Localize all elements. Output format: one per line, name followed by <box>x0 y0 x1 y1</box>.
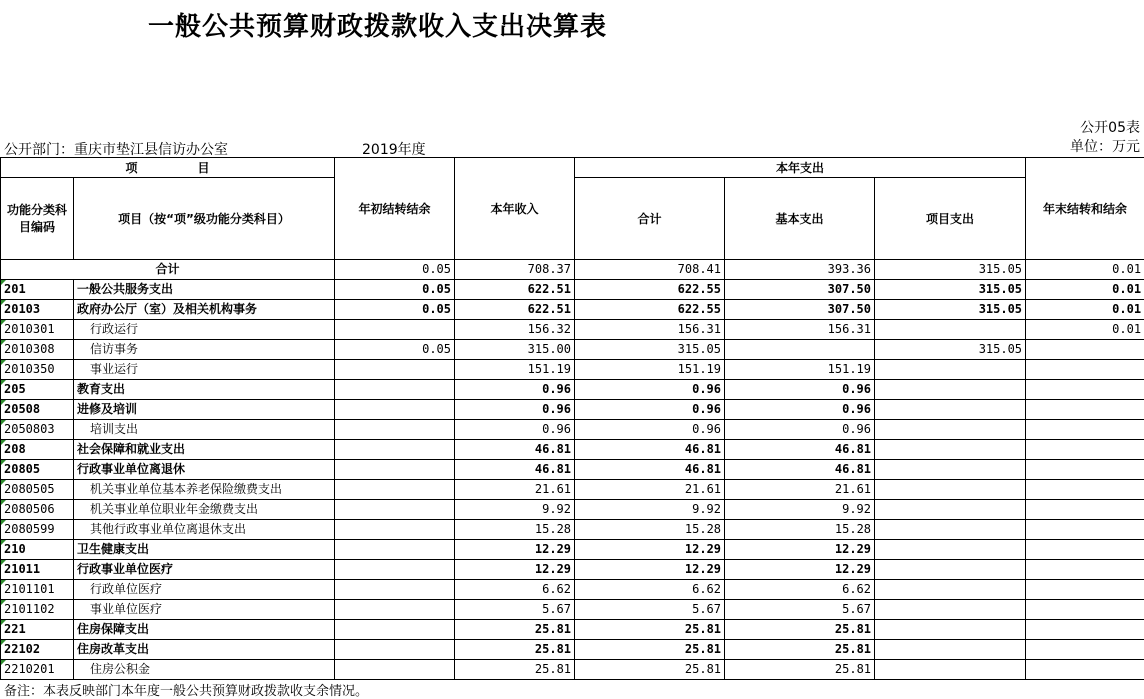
row-code: 2080599 <box>1 520 74 540</box>
row-end-balance <box>1026 520 1144 540</box>
row-end-balance <box>1026 460 1144 480</box>
row-begin-balance <box>335 440 455 460</box>
table-row <box>1 340 1144 360</box>
row-name: 社会保障和就业支出 <box>74 440 335 460</box>
table-row <box>1 640 1144 660</box>
row-expense: 622.55 <box>575 300 725 320</box>
row-code: 22102 <box>1 640 74 660</box>
row-basic: 6.62 <box>725 580 875 600</box>
row-project <box>875 520 1026 540</box>
row-basic: 156.31 <box>725 320 875 340</box>
row-expense: 151.19 <box>575 360 725 380</box>
row-income: 15.28 <box>455 520 575 540</box>
row-name: 事业运行 <box>74 360 335 380</box>
row-code: 20103 <box>1 300 74 320</box>
row-name: 政府办公厅（室）及相关机构事务 <box>74 300 335 320</box>
row-end-balance: 0.01 <box>1026 300 1144 320</box>
row-income: 46.81 <box>455 460 575 480</box>
row-name: 一般公共服务支出 <box>74 280 335 300</box>
row-code: 20508 <box>1 400 74 420</box>
row-income: 0.96 <box>455 420 575 440</box>
row-begin-balance: 0.05 <box>335 280 455 300</box>
row-expense: 0.96 <box>575 380 725 400</box>
row-name: 住房保障支出 <box>74 620 335 640</box>
row-end-balance <box>1026 560 1144 580</box>
header-expense-group: 本年支出 <box>575 158 1026 178</box>
row-expense: 21.61 <box>575 480 725 500</box>
row-end-balance <box>1026 660 1144 680</box>
row-name: 住房公积金 <box>74 660 335 680</box>
row-name: 住房改革支出 <box>74 640 335 660</box>
row-basic: 25.81 <box>725 620 875 640</box>
row-basic: 25.81 <box>725 640 875 660</box>
row-basic <box>725 340 875 360</box>
row-basic: 12.29 <box>725 540 875 560</box>
total-expense: 708.41 <box>575 260 725 280</box>
header-begin-balance: 年初结转结余 <box>335 158 455 260</box>
row-end-balance <box>1026 380 1144 400</box>
row-begin-balance <box>335 640 455 660</box>
row-code: 2050803 <box>1 420 74 440</box>
row-name: 教育支出 <box>74 380 335 400</box>
row-income: 622.51 <box>455 300 575 320</box>
row-income: 9.92 <box>455 500 575 520</box>
row-begin-balance <box>335 540 455 560</box>
row-expense: 12.29 <box>575 540 725 560</box>
table-row <box>1 540 1144 560</box>
row-project <box>875 360 1026 380</box>
header-total: 合计 <box>575 178 725 260</box>
row-code: 21011 <box>1 560 74 580</box>
row-begin-balance <box>335 460 455 480</box>
row-end-balance <box>1026 480 1144 500</box>
row-expense: 9.92 <box>575 500 725 520</box>
form-number: 公开05表 <box>1080 120 1140 136</box>
table-row <box>1 280 1144 300</box>
table-row <box>1 380 1144 400</box>
table-row <box>1 660 1144 680</box>
row-code: 2010350 <box>1 360 74 380</box>
header-item-group: 项 目 <box>1 158 335 178</box>
row-end-balance <box>1026 640 1144 660</box>
row-project <box>875 540 1026 560</box>
total-begin-balance: 0.05 <box>335 260 455 280</box>
row-basic: 307.50 <box>725 280 875 300</box>
row-income: 5.67 <box>455 600 575 620</box>
row-basic: 151.19 <box>725 360 875 380</box>
row-expense: 46.81 <box>575 460 725 480</box>
row-code: 20805 <box>1 460 74 480</box>
row-project <box>875 420 1026 440</box>
row-begin-balance <box>335 500 455 520</box>
row-basic: 46.81 <box>725 460 875 480</box>
header-project: 项目支出 <box>875 178 1026 260</box>
row-code: 2101102 <box>1 600 74 620</box>
header-income: 本年收入 <box>455 158 575 260</box>
row-basic: 21.61 <box>725 480 875 500</box>
row-begin-balance <box>335 420 455 440</box>
row-project <box>875 660 1026 680</box>
row-expense: 0.96 <box>575 420 725 440</box>
row-begin-balance <box>335 360 455 380</box>
row-expense: 5.67 <box>575 600 725 620</box>
table-row <box>1 500 1144 520</box>
unit-label: 单位：万元 <box>1070 139 1140 155</box>
total-label: 合计 <box>1 260 335 280</box>
row-income: 12.29 <box>455 560 575 580</box>
row-end-balance <box>1026 600 1144 620</box>
row-income: 46.81 <box>455 440 575 460</box>
row-name: 卫生健康支出 <box>74 540 335 560</box>
table-row <box>1 620 1144 640</box>
total-end-balance: 0.01 <box>1026 260 1144 280</box>
table-row <box>1 420 1144 440</box>
row-end-balance <box>1026 500 1144 520</box>
row-begin-balance <box>335 660 455 680</box>
row-basic: 46.81 <box>725 440 875 460</box>
table-row <box>1 460 1144 480</box>
header-name: 项目（按“项”级功能分类科目） <box>74 178 335 260</box>
row-project <box>875 600 1026 620</box>
row-name: 进修及培训 <box>74 400 335 420</box>
department-label: 公开部门：重庆市垫江县信访办公室 <box>4 142 228 158</box>
row-project: 315.05 <box>875 340 1026 360</box>
total-basic: 393.36 <box>725 260 875 280</box>
row-name: 机关事业单位基本养老保险缴费支出 <box>74 480 335 500</box>
row-name: 行政运行 <box>74 320 335 340</box>
row-begin-balance: 0.05 <box>335 340 455 360</box>
row-name: 机关事业单位职业年金缴费支出 <box>74 500 335 520</box>
row-expense: 25.81 <box>575 660 725 680</box>
row-code: 2080506 <box>1 500 74 520</box>
row-basic: 25.81 <box>725 660 875 680</box>
row-begin-balance <box>335 380 455 400</box>
row-income: 0.96 <box>455 380 575 400</box>
row-expense: 25.81 <box>575 620 725 640</box>
row-end-balance <box>1026 620 1144 640</box>
row-project <box>875 500 1026 520</box>
row-project: 315.05 <box>875 300 1026 320</box>
row-name: 行政事业单位离退休 <box>74 460 335 480</box>
row-income: 21.61 <box>455 480 575 500</box>
row-begin-balance <box>335 560 455 580</box>
total-project: 315.05 <box>875 260 1026 280</box>
table-row <box>1 580 1144 600</box>
row-end-balance <box>1026 420 1144 440</box>
row-begin-balance <box>335 400 455 420</box>
row-project <box>875 320 1026 340</box>
row-begin-balance: 0.05 <box>335 300 455 320</box>
row-code: 2010301 <box>1 320 74 340</box>
fiscal-year: 2019年度 <box>362 142 426 158</box>
table-row <box>1 320 1144 340</box>
row-end-balance <box>1026 340 1144 360</box>
row-expense: 156.31 <box>575 320 725 340</box>
row-name: 行政单位医疗 <box>74 580 335 600</box>
row-project <box>875 460 1026 480</box>
row-code: 208 <box>1 440 74 460</box>
row-project <box>875 380 1026 400</box>
row-code: 2010308 <box>1 340 74 360</box>
row-project <box>875 640 1026 660</box>
row-expense: 6.62 <box>575 580 725 600</box>
row-code: 2210201 <box>1 660 74 680</box>
row-basic: 12.29 <box>725 560 875 580</box>
row-project <box>875 620 1026 640</box>
row-name: 行政事业单位医疗 <box>74 560 335 580</box>
row-income: 156.32 <box>455 320 575 340</box>
row-begin-balance <box>335 620 455 640</box>
row-basic: 0.96 <box>725 420 875 440</box>
row-expense: 15.28 <box>575 520 725 540</box>
row-name: 事业单位医疗 <box>74 600 335 620</box>
row-basic: 9.92 <box>725 500 875 520</box>
row-code: 2101101 <box>1 580 74 600</box>
row-code: 2080505 <box>1 480 74 500</box>
row-income: 315.00 <box>455 340 575 360</box>
row-end-balance <box>1026 400 1144 420</box>
row-income: 25.81 <box>455 640 575 660</box>
row-expense: 315.05 <box>575 340 725 360</box>
row-code: 201 <box>1 280 74 300</box>
row-basic: 307.50 <box>725 300 875 320</box>
row-end-balance <box>1026 540 1144 560</box>
header-basic: 基本支出 <box>725 178 875 260</box>
row-income: 0.96 <box>455 400 575 420</box>
table-row <box>1 300 1144 320</box>
row-begin-balance <box>335 580 455 600</box>
row-begin-balance <box>335 520 455 540</box>
table-row <box>1 360 1144 380</box>
table-row <box>1 600 1144 620</box>
row-name: 培训支出 <box>74 420 335 440</box>
table-row <box>1 520 1144 540</box>
table-row <box>1 440 1144 460</box>
table-row <box>1 480 1144 500</box>
row-code: 205 <box>1 380 74 400</box>
row-expense: 25.81 <box>575 640 725 660</box>
row-project <box>875 480 1026 500</box>
row-income: 25.81 <box>455 620 575 640</box>
row-begin-balance <box>335 320 455 340</box>
total-row <box>1 260 1144 280</box>
table-row <box>1 400 1144 420</box>
row-project: 315.05 <box>875 280 1026 300</box>
row-expense: 0.96 <box>575 400 725 420</box>
row-project <box>875 560 1026 580</box>
header-end-balance: 年末结转和结余 <box>1026 158 1144 260</box>
report-title: 一般公共预算财政拨款收入支出决算表 <box>148 12 608 42</box>
row-begin-balance <box>335 600 455 620</box>
row-end-balance <box>1026 440 1144 460</box>
row-project <box>875 580 1026 600</box>
row-end-balance <box>1026 360 1144 380</box>
row-end-balance: 0.01 <box>1026 280 1144 300</box>
row-code: 221 <box>1 620 74 640</box>
row-code: 210 <box>1 540 74 560</box>
row-expense: 622.55 <box>575 280 725 300</box>
row-project <box>875 440 1026 460</box>
row-project <box>875 400 1026 420</box>
row-basic: 15.28 <box>725 520 875 540</box>
row-begin-balance <box>335 480 455 500</box>
header-code: 功能分类科目编码 <box>1 178 74 260</box>
row-expense: 46.81 <box>575 440 725 460</box>
row-end-balance <box>1026 580 1144 600</box>
form-meta <box>1070 119 1140 157</box>
row-name: 其他行政事业单位离退休支出 <box>74 520 335 540</box>
row-income: 622.51 <box>455 280 575 300</box>
row-expense: 12.29 <box>575 560 725 580</box>
table-row <box>1 560 1144 580</box>
row-basic: 0.96 <box>725 400 875 420</box>
row-income: 6.62 <box>455 580 575 600</box>
row-end-balance: 0.01 <box>1026 320 1144 340</box>
row-basic: 0.96 <box>725 380 875 400</box>
total-income: 708.37 <box>455 260 575 280</box>
row-basic: 5.67 <box>725 600 875 620</box>
row-income: 25.81 <box>455 660 575 680</box>
row-income: 151.19 <box>455 360 575 380</box>
row-name: 信访事务 <box>74 340 335 360</box>
row-income: 12.29 <box>455 540 575 560</box>
budget-table <box>0 157 1144 680</box>
footnote: 备注：本表反映部门本年度一般公共预算财政拨款收支余情况。 <box>4 684 369 699</box>
